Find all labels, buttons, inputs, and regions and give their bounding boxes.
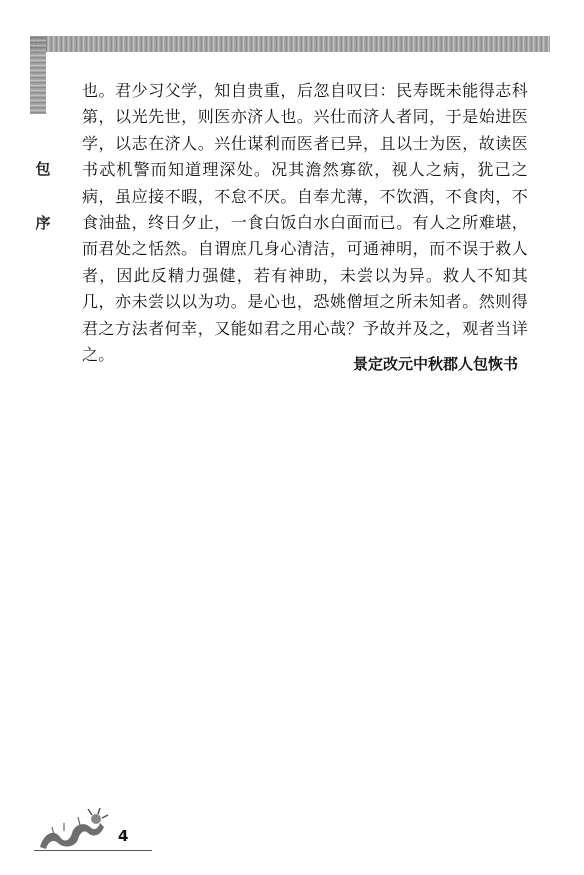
side-label-xu: 序 (35, 214, 51, 232)
side-label-bao: 包 (35, 160, 51, 178)
corner-border-ornament (30, 36, 550, 56)
top-border-strip (30, 36, 550, 52)
footer-rule (34, 850, 152, 851)
left-border-strip (30, 36, 46, 114)
signature-line: 景定改元中秋郡人包恢书 (352, 355, 518, 373)
body-paragraph: 也。君少习父学，知自贵重，后忽自叹曰：民寿既未能得志科第，以光先世，则医亦济人也。兴仕而济人者同，于是始进医学，以志在济人。兴仕谋利而医者已异，且以士为医，故读医书忒机警而知道理深处。况其澹然寡欲，视人之病，犹己之病，虽应接不暇，不怠不厌。自奉尤薄，不饮酒，不食肉，不食油盐，终日夕止，一食白饭白水白面而已。有人之所难堪，而君处之恬然。自谓庶几身心清洁，可通神明，而不误于救人者，因此反精力强健，若有神助，未尝以为异。救人不知其几，亦未尝以以为功。是心也，恐姚僧垣之所未知者。然则得君之方法者何幸，又能如君之用心哉？予故并及之，观者当详之。 (82, 81, 528, 365)
dragon-ornament-icon (34, 807, 110, 853)
page-number: 4 (118, 827, 129, 845)
